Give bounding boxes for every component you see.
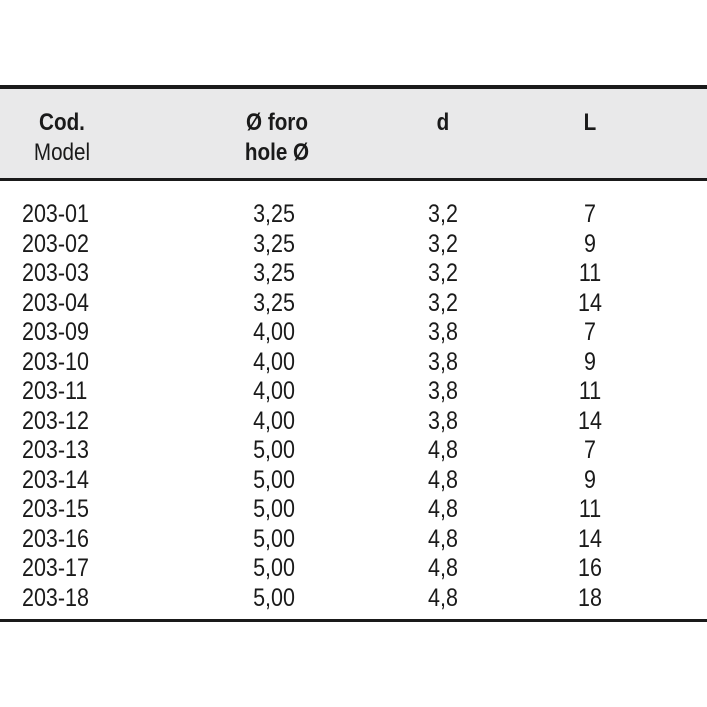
table-row xyxy=(0,407,707,437)
cell-d: 3,8 xyxy=(428,377,458,405)
cell-d: 4,8 xyxy=(428,495,458,523)
cell-hole: 4,00 xyxy=(253,318,295,346)
table-row xyxy=(0,348,707,378)
cell-length: 11 xyxy=(578,259,602,287)
cell-code: 203-04 xyxy=(22,288,89,317)
table-header xyxy=(0,89,707,178)
cell-code: 203-10 xyxy=(22,347,89,376)
cell-d: 3,2 xyxy=(428,288,458,317)
header-code xyxy=(12,108,112,168)
table-body xyxy=(0,181,707,619)
cell-hole: 3,25 xyxy=(253,259,295,287)
cell-hole: 5,00 xyxy=(253,583,295,612)
cell-d: 3,8 xyxy=(428,347,458,376)
cell-d: 3,2 xyxy=(428,259,458,287)
cell-hole: 3,25 xyxy=(253,288,295,317)
table-row xyxy=(0,289,707,319)
cell-length: 14 xyxy=(578,288,602,317)
header-d xyxy=(410,108,475,138)
spec-table xyxy=(0,85,707,622)
header-hole-label: hole Ø xyxy=(244,139,310,166)
cell-length: 9 xyxy=(584,347,596,376)
header-model-label: Model xyxy=(33,139,91,166)
cell-d: 3,2 xyxy=(428,200,458,228)
cell-length: 18 xyxy=(578,583,602,612)
table-rows xyxy=(0,200,707,613)
cell-length: 14 xyxy=(578,524,602,553)
cell-length: 16 xyxy=(578,554,602,582)
cell-code: 203-01 xyxy=(22,200,89,228)
table-row xyxy=(0,200,707,230)
cell-d: 3,8 xyxy=(428,318,458,346)
cell-hole: 5,00 xyxy=(253,554,295,582)
cell-hole: 3,25 xyxy=(253,200,295,228)
cell-hole: 4,00 xyxy=(253,406,295,435)
header-hole xyxy=(221,108,333,168)
cell-length: 9 xyxy=(584,465,596,494)
cell-d: 4,8 xyxy=(428,524,458,553)
cell-hole: 5,00 xyxy=(253,524,295,553)
table-row xyxy=(0,525,707,555)
cell-length: 7 xyxy=(584,436,596,464)
cell-length: 9 xyxy=(584,229,596,258)
table-row xyxy=(0,554,707,584)
header-length-label: L xyxy=(583,109,597,136)
table-row xyxy=(0,259,707,289)
cell-code: 203-13 xyxy=(22,436,89,464)
cell-hole: 5,00 xyxy=(253,436,295,464)
cell-code: 203-02 xyxy=(22,229,89,258)
cell-length: 14 xyxy=(578,406,602,435)
table-row xyxy=(0,466,707,496)
cell-d: 4,8 xyxy=(428,583,458,612)
header-length xyxy=(557,108,622,138)
cell-code: 203-14 xyxy=(22,465,89,494)
cell-code: 203-16 xyxy=(22,524,89,553)
table-row xyxy=(0,436,707,466)
header-d-label: d xyxy=(436,109,450,136)
cell-length: 7 xyxy=(584,318,596,346)
cell-code: 203-09 xyxy=(22,318,89,346)
cell-code: 203-11 xyxy=(22,377,88,405)
table-row xyxy=(0,584,707,614)
table-row xyxy=(0,230,707,260)
bottom-rule xyxy=(0,619,707,622)
table-row xyxy=(0,495,707,525)
header-code-label: Cod. xyxy=(39,109,85,136)
cell-code: 203-12 xyxy=(22,406,89,435)
cell-hole: 5,00 xyxy=(253,465,295,494)
cell-d: 3,2 xyxy=(428,229,458,258)
cell-hole: 5,00 xyxy=(253,495,295,523)
cell-d: 4,8 xyxy=(428,465,458,494)
cell-hole: 3,25 xyxy=(253,229,295,258)
cell-hole: 4,00 xyxy=(253,347,295,376)
cell-code: 203-03 xyxy=(22,259,89,287)
cell-code: 203-18 xyxy=(22,583,89,612)
cell-length: 11 xyxy=(578,377,602,405)
cell-d: 3,8 xyxy=(428,406,458,435)
cell-d: 4,8 xyxy=(428,554,458,582)
cell-code: 203-17 xyxy=(22,554,89,582)
table-row xyxy=(0,377,707,407)
table-row xyxy=(0,318,707,348)
cell-hole: 4,00 xyxy=(253,377,295,405)
cell-length: 11 xyxy=(578,495,602,523)
header-foro-label: Ø foro xyxy=(246,109,308,136)
cell-code: 203-15 xyxy=(22,495,89,523)
cell-d: 4,8 xyxy=(428,436,458,464)
cell-length: 7 xyxy=(584,200,596,228)
